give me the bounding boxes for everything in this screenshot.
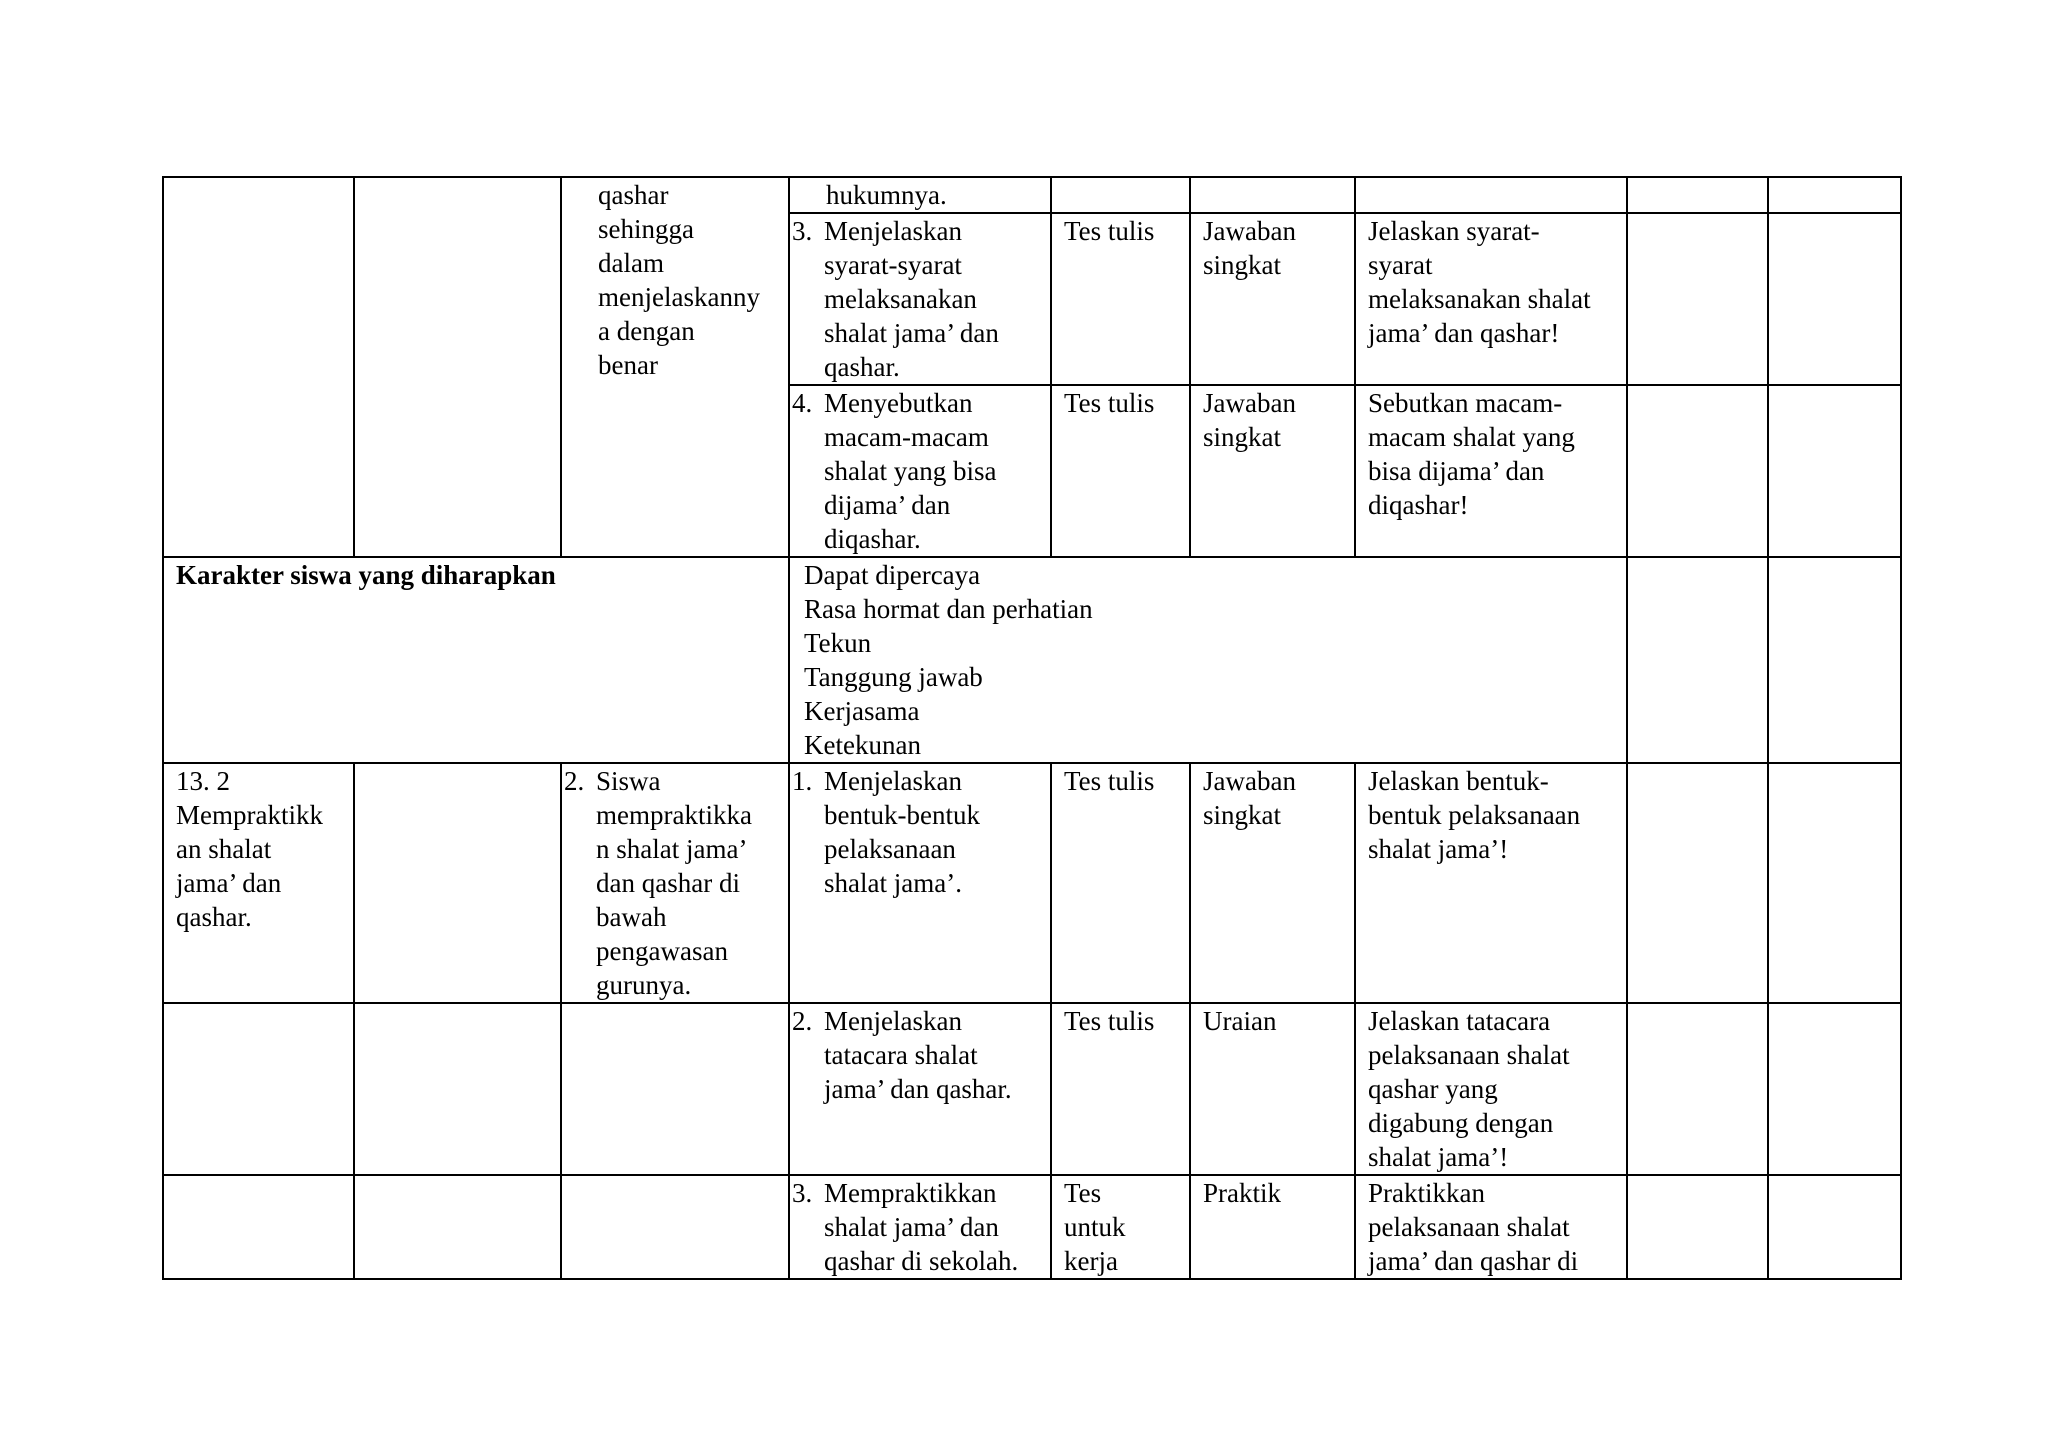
karakter-item: Tanggung jawab (804, 662, 983, 692)
indicator-cell: qashar sehingga dalam menjelaskanny a dengan benar (561, 177, 789, 557)
item-indicator-cell (789, 1175, 1051, 1279)
empty-cell (1627, 763, 1768, 1003)
item-number: 4. (792, 388, 813, 418)
material-cell (354, 1003, 561, 1175)
kd-cell (163, 1003, 354, 1175)
instrument-cell: Jelaskan tatacara pelaksanaan shalat qashar yang digabung dengan shalat jama’! (1355, 1003, 1627, 1175)
assessment-table (162, 176, 1902, 1280)
empty-cell (1768, 1175, 1901, 1279)
empty-cell (1768, 177, 1901, 213)
form-cell: Praktik (1190, 1175, 1355, 1279)
empty-cell (1768, 385, 1901, 557)
kd-cell: 13. 2 Mempraktikk an shalat jama’ dan qashar. (163, 763, 354, 1003)
item-indicator-cell: hukumnya. (789, 177, 1051, 213)
form-cell: Jawaban singkat (1190, 763, 1355, 1003)
form-cell (1190, 177, 1355, 213)
instrument-cell (1355, 177, 1627, 213)
karakter-label: Karakter siswa yang diharapkan (163, 557, 789, 763)
indicator-text: Siswa mempraktikka n shalat jama’ dan qashar di bawah pengawasan gurunya. (596, 766, 752, 1000)
empty-cell (1627, 177, 1768, 213)
technique-cell: Tes tulis (1051, 1003, 1190, 1175)
item-number: 3. (792, 216, 813, 246)
empty-cell (1768, 1003, 1901, 1175)
karakter-item: Ketekunan (804, 730, 921, 760)
empty-cell (1768, 213, 1901, 385)
item-number: 2. (792, 1006, 813, 1036)
item-number: 1. (792, 766, 813, 796)
item-text: Menjelaskan syarat-syarat melaksanakan shalat jama’ dan qashar. (824, 216, 999, 382)
instrument-cell: Jelaskan bentuk- bentuk pelaksanaan shalat jama’! (1355, 763, 1627, 1003)
material-cell (354, 177, 561, 557)
form-cell: Jawaban singkat (1190, 385, 1355, 557)
empty-cell (1768, 557, 1901, 763)
karakter-list (789, 557, 1627, 763)
kd-cell (163, 177, 354, 557)
technique-cell: Tes tulis (1051, 763, 1190, 1003)
form-cell: Uraian (1190, 1003, 1355, 1175)
technique-cell: Tes tulis (1051, 385, 1190, 557)
table-row (163, 1003, 1901, 1175)
item-indicator-cell (789, 763, 1051, 1003)
technique-cell: Tes tulis (1051, 213, 1190, 385)
item-indicator-cell (789, 1003, 1051, 1175)
form-cell: Jawaban singkat (1190, 213, 1355, 385)
item-text: Menyebutkan macam-macam shalat yang bisa dijama’ dan diqashar. (824, 388, 997, 554)
table-row (163, 177, 1901, 213)
item-text: Mempraktikkan shalat jama’ dan qashar di sekolah. (824, 1178, 1019, 1276)
instrument-cell: Jelaskan syarat- syarat melaksanakan shalat jama’ dan qashar! (1355, 213, 1627, 385)
indicator-number: 2. (564, 766, 585, 796)
empty-cell (1627, 557, 1768, 763)
item-indicator-cell (789, 385, 1051, 557)
instrument-cell: Sebutkan macam- macam shalat yang bisa dijama’ dan diqashar! (1355, 385, 1627, 557)
karakter-item: Tekun (804, 628, 872, 658)
empty-cell (1627, 1175, 1768, 1279)
indicator-cell (561, 1003, 789, 1175)
empty-cell (1768, 763, 1901, 1003)
empty-cell (1627, 1003, 1768, 1175)
instrument-cell: Praktikkan pelaksanaan shalat jama’ dan qashar di (1355, 1175, 1627, 1279)
item-text: Menjelaskan bentuk-bentuk pelaksanaan shalat jama’. (824, 766, 980, 898)
material-cell (354, 1175, 561, 1279)
item-number: 3. (792, 1178, 813, 1208)
table-row (163, 763, 1901, 1003)
empty-cell (1627, 213, 1768, 385)
indicator-cell (561, 1175, 789, 1279)
kd-cell (163, 1175, 354, 1279)
technique-cell (1051, 177, 1190, 213)
table-row (163, 1175, 1901, 1279)
item-indicator-cell (789, 213, 1051, 385)
karakter-item: Dapat dipercaya (804, 560, 981, 590)
technique-cell: Tes untuk kerja (1051, 1175, 1190, 1279)
table-row-karakter (163, 557, 1901, 763)
karakter-item: Rasa hormat dan perhatian (804, 594, 1093, 624)
indicator-cell (561, 763, 789, 1003)
karakter-item: Kerjasama (804, 696, 920, 726)
empty-cell (1627, 385, 1768, 557)
item-text: Menjelaskan tatacara shalat jama’ dan qashar. (824, 1006, 1012, 1104)
material-cell (354, 763, 561, 1003)
